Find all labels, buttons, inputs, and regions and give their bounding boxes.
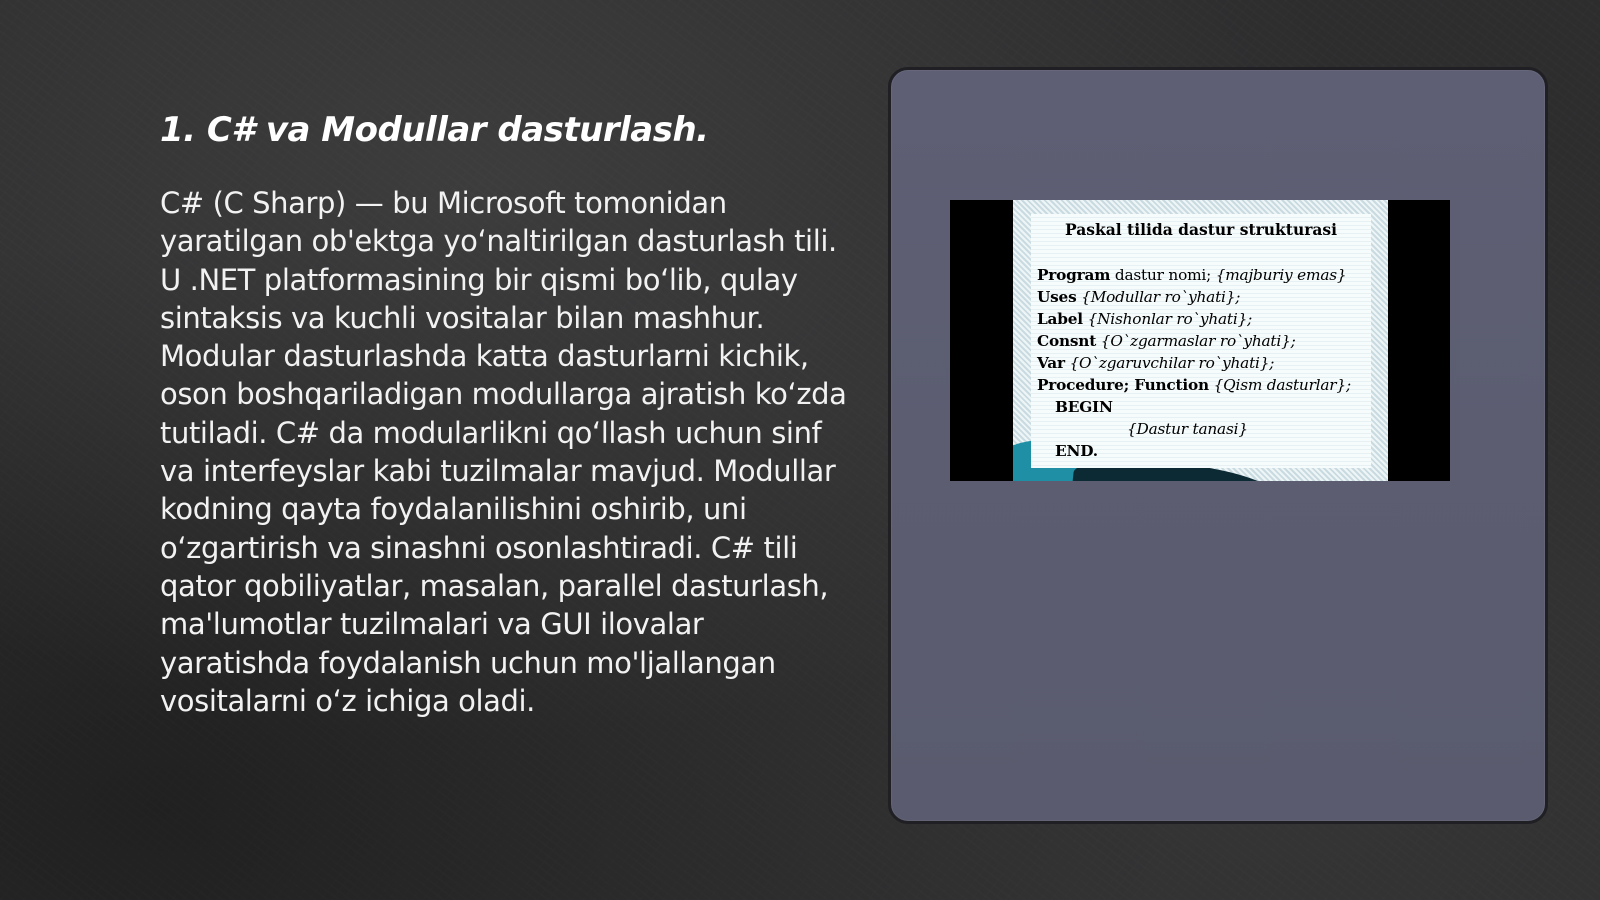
code-line-uses	[1037, 288, 1240, 306]
code-line-var	[1037, 354, 1274, 372]
embedded-slide	[1013, 200, 1388, 481]
code-comment: {O`zgarmaslar ro`yhati};	[1100, 332, 1296, 350]
code-line-body	[1127, 420, 1248, 438]
code-text: dastur nomi;	[1110, 266, 1216, 284]
code-keyword: Consnt	[1037, 332, 1097, 350]
slide-body-text: C# (C Sharp) — bu Microsoft tomonidan yaratilgan ob'ektga yo‘naltirilgan dasturlash tili. U .NET platformasining bir qismi bo‘lib, qulay sintaksis va kuchli vositalar bilan mashhur. Modular dasturlashda katta dasturlarni kichik, oson boshqariladigan modullarga ajratish ko‘zda tutiladi. C# da modularlikni qo‘llash uchun sinf va interfeyslar kabi tuzilmalar mavjud. Modullar kodning qayta foydalanilishini oshirib, uni o‘zgartirish va sinashni osonlashtiradi. C# tili qator qobiliyatlar, masalan, parallel dasturlash, ma'lumotlar tuzilmalari va GUI ilovalar yaratishda foydalanish uchun mo'ljallangan vositalarni o‘z ichiga oladi.	[160, 186, 847, 718]
code-keyword: Var	[1037, 354, 1065, 372]
code-comment: {majburiy emas}	[1215, 266, 1347, 284]
code-comment: {O`zgaruvchilar ro`yhati};	[1069, 354, 1275, 372]
code-line-label	[1037, 310, 1252, 328]
code-line-end	[1055, 442, 1098, 460]
code-comment: {Dastur tanasi}	[1127, 420, 1248, 438]
code-line-const	[1037, 332, 1296, 350]
code-comment: {Nishonlar ro`yhati};	[1087, 310, 1253, 328]
code-line-program	[1037, 266, 1346, 284]
code-keyword: Procedure; Function	[1037, 376, 1209, 394]
code-line-begin	[1055, 398, 1113, 416]
code-comment: {Qism dasturlar};	[1213, 376, 1351, 394]
embedded-image-title: Paskal tilida dastur strukturasi	[1064, 220, 1338, 239]
code-structure-sheet	[1031, 214, 1371, 468]
code-keyword: BEGIN	[1055, 398, 1113, 416]
code-keyword: Program	[1037, 266, 1111, 284]
embedded-picture[interactable]	[950, 200, 1450, 481]
code-keyword: Uses	[1037, 288, 1077, 306]
code-comment: {Modullar ro`yhati};	[1081, 288, 1241, 306]
code-line-procedure	[1037, 376, 1351, 394]
code-keyword: END.	[1055, 442, 1098, 460]
code-keyword: Label	[1037, 310, 1083, 328]
slide-title: 1. C# va Modullar dasturlash.	[160, 110, 709, 150]
